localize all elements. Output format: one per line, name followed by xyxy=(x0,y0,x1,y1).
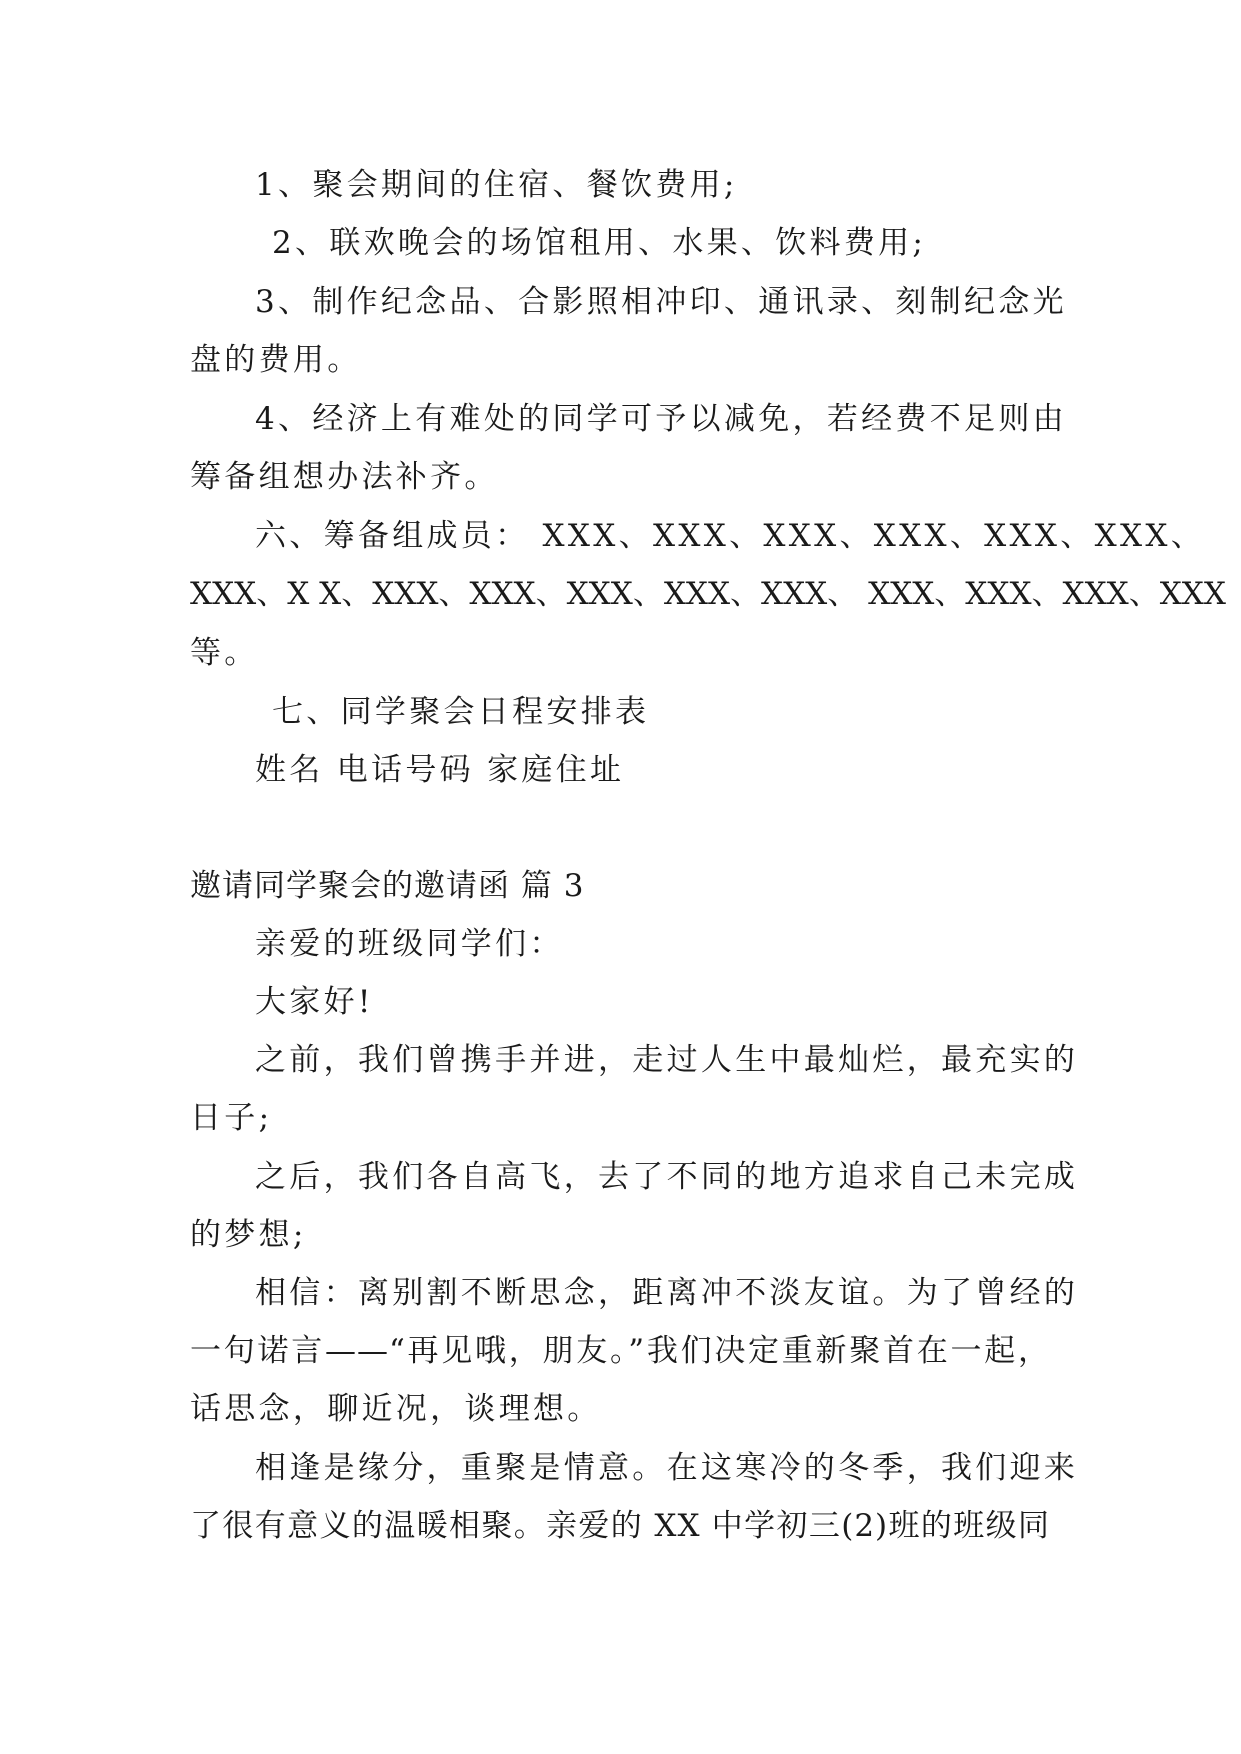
text-line-15: 日子; xyxy=(190,1100,273,1136)
salutation: 亲爱的班级同学们： xyxy=(255,926,564,962)
text-line-3: 3、制作纪念品、合影照相冲印、通讯录、刻制纪念光 xyxy=(255,284,1067,320)
text-line-4: 盘的费用。 xyxy=(190,342,362,378)
text-line-16: 之后，我们各自高飞，去了不同的地方追求自己未完成 xyxy=(255,1159,1079,1195)
text-line-5: 4、经济上有难处的同学可予以减免，若经费不足则由 xyxy=(255,401,1067,437)
text-line-21: 相逢是缘分，重聚是情意。在这寒冷的冬季，我们迎来 xyxy=(255,1450,1079,1486)
text-line-17: 的梦想; xyxy=(190,1217,307,1253)
text-line-18: 相信：离别割不断思念，距离冲不淡友谊。为了曾经的 xyxy=(255,1275,1079,1311)
text-line-6: 筹备组想办法补齐。 xyxy=(190,459,499,495)
text-line-8: XXX、X X、XXX、XXX、XXX、XXX、XXX、 XXX、XXX、XXX、XXX xyxy=(190,576,1226,612)
text-line-7: 六、筹备组成员： XXX、XXX、XXX、XXX、XXX、XXX、 xyxy=(255,518,1206,554)
section-heading: 七、同学聚会日程安排表 xyxy=(272,694,650,730)
greeting: 大家好! xyxy=(255,984,374,1020)
text-line-9: 等。 xyxy=(190,635,259,671)
text-line-14: 之前，我们曾携手并进，走过人生中最灿烂，最充实的 xyxy=(255,1042,1079,1078)
text-line-2: 2、联欢晚会的场馆租用、水果、饮料费用; xyxy=(272,225,927,261)
table-header: 姓名 电话号码 家庭住址 xyxy=(255,752,625,788)
text-line-1: 1、聚会期间的住宿、餐饮费用; xyxy=(255,167,738,203)
text-line-20: 话思念，聊近况，谈理想。 xyxy=(190,1391,602,1427)
article-title: 邀请同学聚会的邀请函 篇 3 xyxy=(190,868,585,904)
text-line-22: 了很有意义的温暖相聚。亲爱的 XX 中学初三(2)班的班级同 xyxy=(190,1508,1050,1544)
text-line-19: 一句诺言——“再见哦，朋友。”我们决定重新聚首在一起， xyxy=(190,1333,1050,1369)
